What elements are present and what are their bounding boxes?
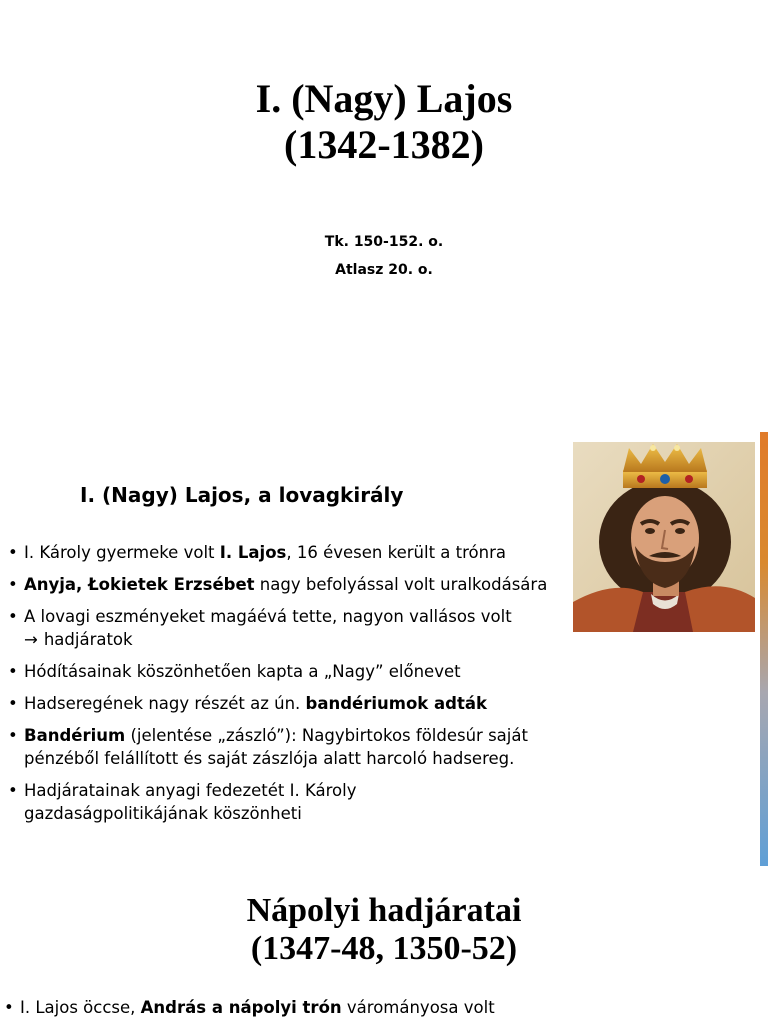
bullet-bold-text: I. Lajos [219, 543, 287, 562]
bullet-text: A lovagi eszményeket magáévá tette, nagyon vallásos volt [24, 607, 512, 626]
bullet-bold-text: András a nápolyi trón [140, 998, 342, 1017]
atlas-reference: Atlasz 20. o. [335, 262, 433, 278]
list-item [8, 724, 578, 770]
slide1-references [0, 228, 768, 284]
bullet-bold-text: Anyja, Łokietek Erzsébet [24, 575, 255, 594]
list-item [8, 779, 578, 825]
bullet-text: gazdaságpolitikájának köszönheti [24, 804, 302, 823]
bullet-text: Hadjáratainak anyagi fedezetét I. Károly [24, 781, 357, 800]
list-item [4, 996, 704, 1019]
bullet-text: várományosa volt [341, 998, 495, 1017]
king-portrait-icon [573, 442, 755, 632]
title-line-2: (1342-1382) [284, 122, 484, 167]
textbook-reference: Tk. 150-152. o. [324, 234, 444, 250]
slide3-title [0, 892, 768, 968]
slide2-bullet-list [8, 541, 578, 834]
right-arrow-icon: → [24, 630, 38, 649]
bullet-bold-text: Bandérium [24, 726, 126, 745]
title-line-1: I. (Nagy) Lajos [255, 76, 513, 121]
bullet-text: I. Lajos öccse, [20, 998, 141, 1017]
list-item [8, 541, 578, 564]
title-line-2: (1347-48, 1350-52) [250, 930, 518, 967]
bullet-bold-text: bandériumok adták [305, 694, 487, 713]
list-item [8, 573, 578, 596]
title-line-1: Nápolyi hadjáratai [246, 892, 522, 929]
bullet-text: (jelentése „zászló”): Nagybirtokos földesúr saját [125, 726, 528, 745]
bullet-text: , 16 évesen került a trónra [286, 543, 506, 562]
king-portrait-image [573, 442, 755, 632]
bullet-text: hadjáratok [43, 630, 133, 649]
bullet-text: pénzéből felállított és saját zászlója alatt harcoló hadsereg. [24, 749, 515, 768]
bullet-text: Hadseregének nagy részét az ún. [24, 694, 306, 713]
list-item [8, 605, 578, 651]
list-item [8, 660, 578, 683]
slide1-title [0, 76, 768, 168]
bullet-text: nagy befolyással volt uralkodására [254, 575, 548, 594]
list-item [8, 692, 578, 715]
slide2-title: I. (Nagy) Lajos, a lovagkirály [80, 483, 404, 507]
accent-bar [760, 432, 768, 866]
bullet-text: Hódításainak köszönhetően kapta a „Nagy” előnevet [24, 662, 461, 681]
slide3-bullet-list [4, 996, 704, 1019]
bullet-text: I. Károly gyermeke volt [24, 543, 220, 562]
